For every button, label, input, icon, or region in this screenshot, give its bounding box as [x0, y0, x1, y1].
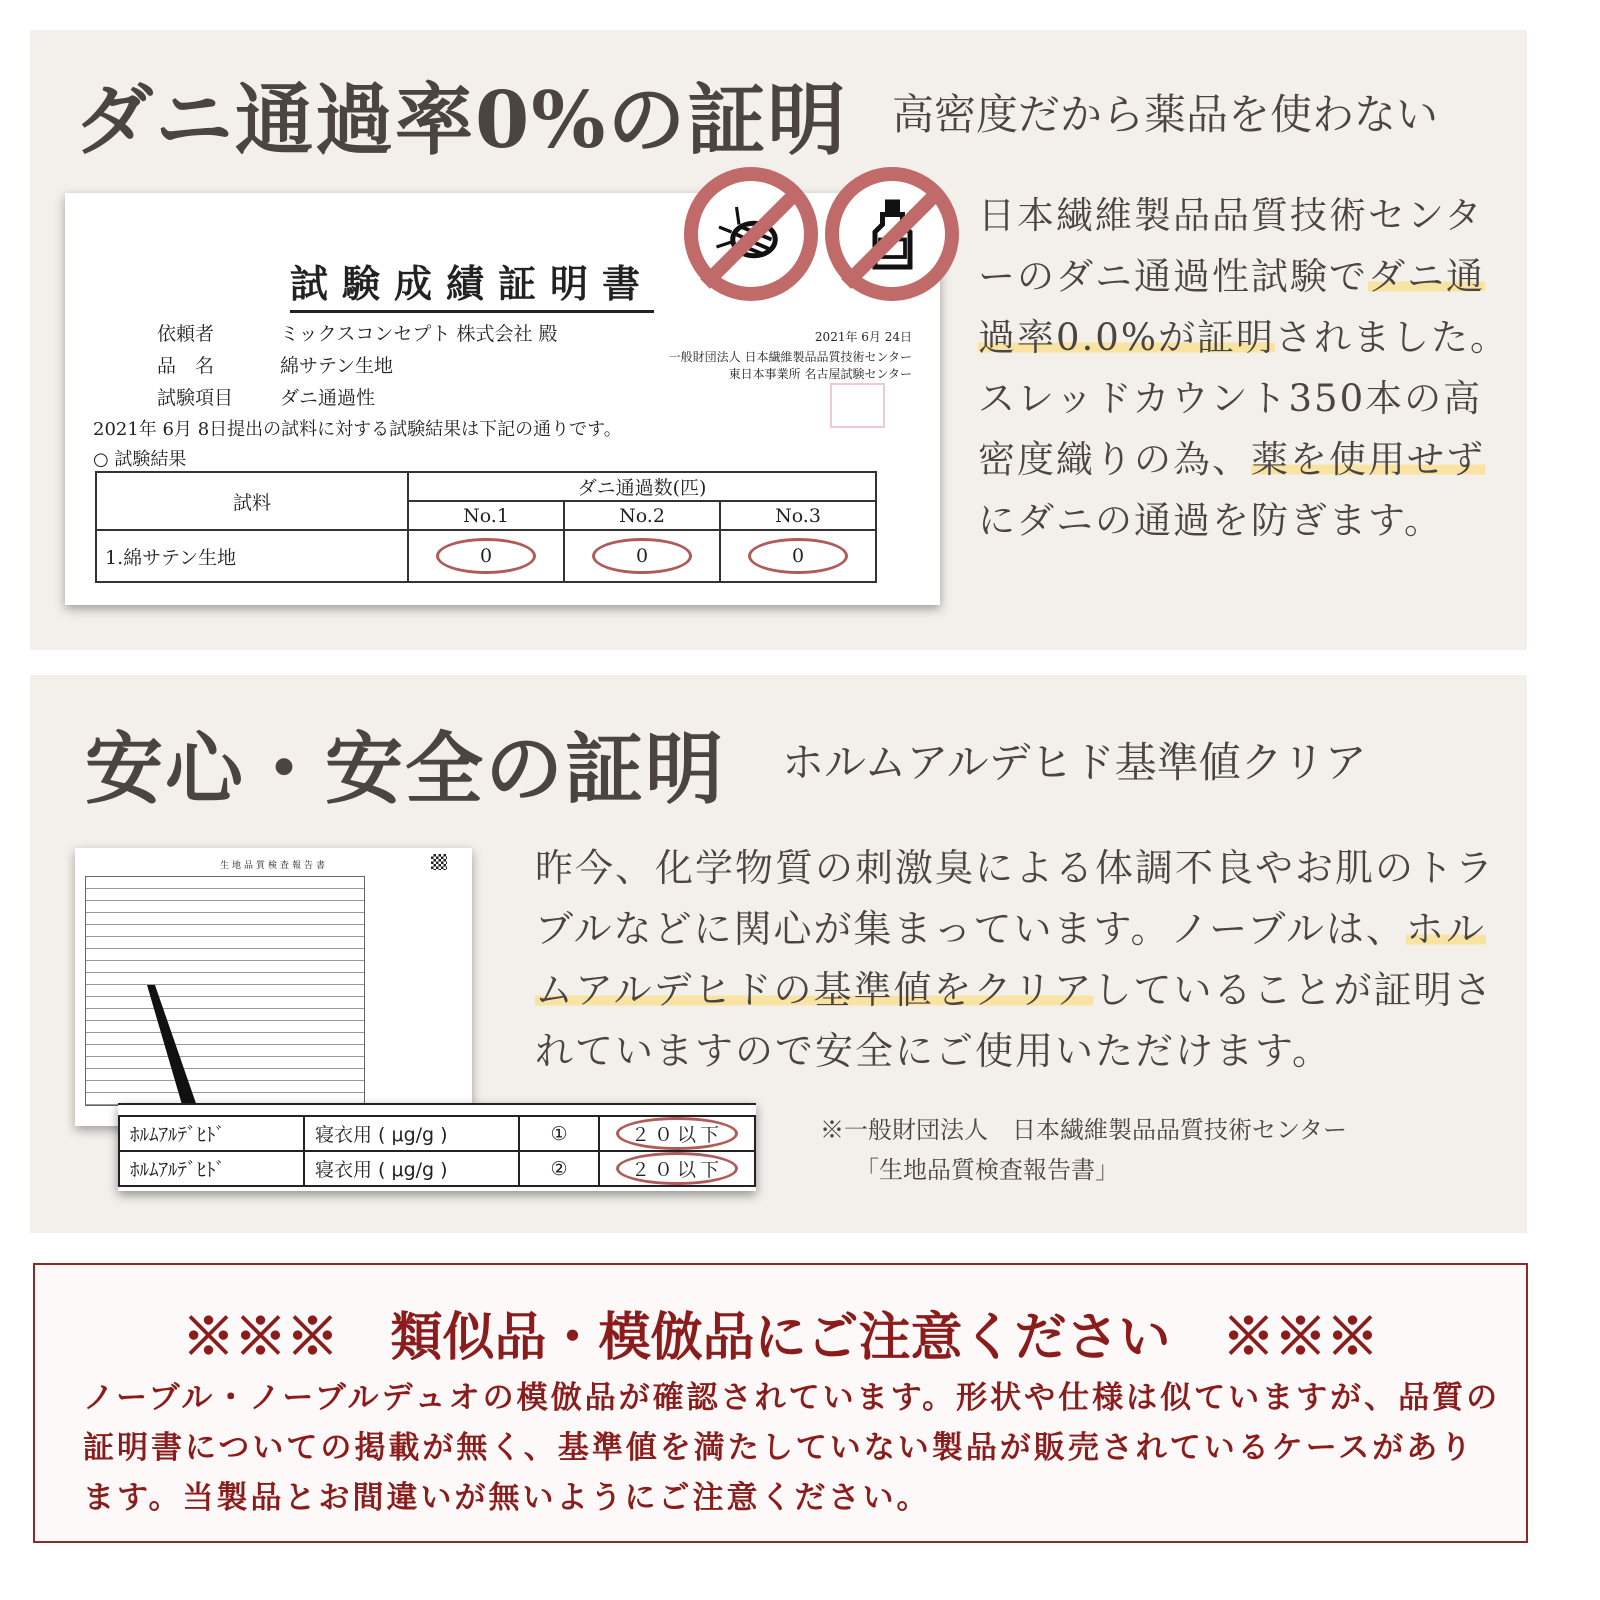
sample-no: ① [519, 1116, 599, 1151]
item: ﾎﾙﾑｱﾙﾃﾞﾋﾄﾞ [119, 1116, 304, 1151]
results-label: ○ 試験結果 [93, 449, 187, 470]
fabric-inspection-report [75, 848, 472, 1126]
use: 寝衣用 ( μg/g ) [304, 1116, 519, 1151]
section-title: 安心・安全の証明 [85, 724, 726, 815]
result-value: 0 [748, 538, 848, 574]
results-table [95, 471, 877, 583]
report-grid [85, 876, 365, 1106]
source-note: ※一般財団法人 日本繊維製品品質技術センター [820, 1116, 1348, 1144]
row-label: 1.綿サテン生地 [96, 530, 408, 582]
formaldehyde-table-zoom [118, 1103, 756, 1191]
item-label: 品 名 [157, 355, 215, 377]
item: ﾎﾙﾑｱﾙﾃﾞﾋﾄﾞ [119, 1151, 304, 1186]
statement: 2021年 6月 8日提出の試料に対する試験結果は下記の通りです。 [93, 419, 622, 440]
result-value: 0 [436, 538, 536, 574]
value: ２０以下 [616, 1117, 738, 1150]
callout-pointer [145, 985, 205, 1115]
client-label: 依頼者 [157, 323, 215, 345]
certificate-title: 試験成績証明書 [290, 253, 654, 313]
seal-stamp [830, 383, 885, 428]
no-mite-icon [684, 167, 818, 301]
section-title: ダニ通過率0%の証明 [75, 75, 848, 166]
item: 綿サテン生地 [280, 355, 394, 377]
client: ミックスコンセプト 株式会社 殿 [280, 323, 558, 345]
col-no1: No.1 [408, 501, 564, 530]
body-text: 日本繊維製品品質技術センターのダニ通過性試験で [978, 194, 1484, 298]
body-text: していることが証明されていますので安全にご使用いただけます。 [535, 968, 1494, 1073]
value: ２０以下 [616, 1152, 738, 1185]
date: 2021年 6月 24日 [814, 330, 912, 344]
body-text: されました。スレッドカウント350本の高密度織りの為、 [978, 316, 1509, 481]
no-chemical-icon [825, 167, 959, 301]
col-no2: No.2 [564, 501, 720, 530]
test: ダニ通過性 [280, 387, 376, 409]
issuer-office: 東日本事業所 名古屋試験センター [728, 367, 912, 381]
counterfeit-warning [33, 1263, 1528, 1543]
highlight-text: ダニ通過率0.0%が証明 [978, 255, 1485, 359]
sample-no: ② [519, 1151, 599, 1186]
source-note-title: 「生地品質検査報告書」 [855, 1156, 1119, 1184]
issuer: 一般財団法人 日本繊維製品品質技術センター [668, 350, 912, 364]
body-text: 昨今、化学物質の刺激臭による体調不良やお肌のトラブルなどに関心が集まっています。ノーブルは、 [535, 846, 1496, 951]
section-body [535, 838, 1495, 1082]
test-label: 試験項目 [157, 387, 234, 409]
section-subtitle: 高密度だから薬品を使わない [892, 90, 1439, 139]
section-body [978, 185, 1518, 551]
highlight-text: 薬を使用せず [1251, 438, 1485, 481]
col-sample: 試料 [96, 472, 408, 530]
col-group: ダニ通過数(匹) [408, 472, 876, 501]
report-title: 生地品質検査報告書 [220, 861, 329, 871]
mite-proof-section [30, 30, 1527, 650]
section-subtitle: ホルムアルデヒド基準値クリア [782, 738, 1367, 787]
use: 寝衣用 ( μg/g ) [304, 1151, 519, 1186]
warning-body: ノーブル・ノーブルデュオの模倣品が確認されています。形状や仕様は似ていますが、品質の証明書についての掲載が無く、基準値を満たしていない製品が販売されているケースがあります。当製品とお間違いが無いようにご注意ください。 [83, 1380, 1501, 1516]
highlight-text: ホルムアルデヒドの基準値をクリア [535, 907, 1486, 1012]
body-text: にダニの通過を防ぎます。 [978, 499, 1444, 542]
result-value: 0 [592, 538, 692, 574]
col-no3: No.3 [720, 501, 876, 530]
warning-title: ※※※ 類似品・模倣品にご注意ください ※※※ [182, 1307, 1379, 1368]
qr-code [431, 854, 447, 870]
